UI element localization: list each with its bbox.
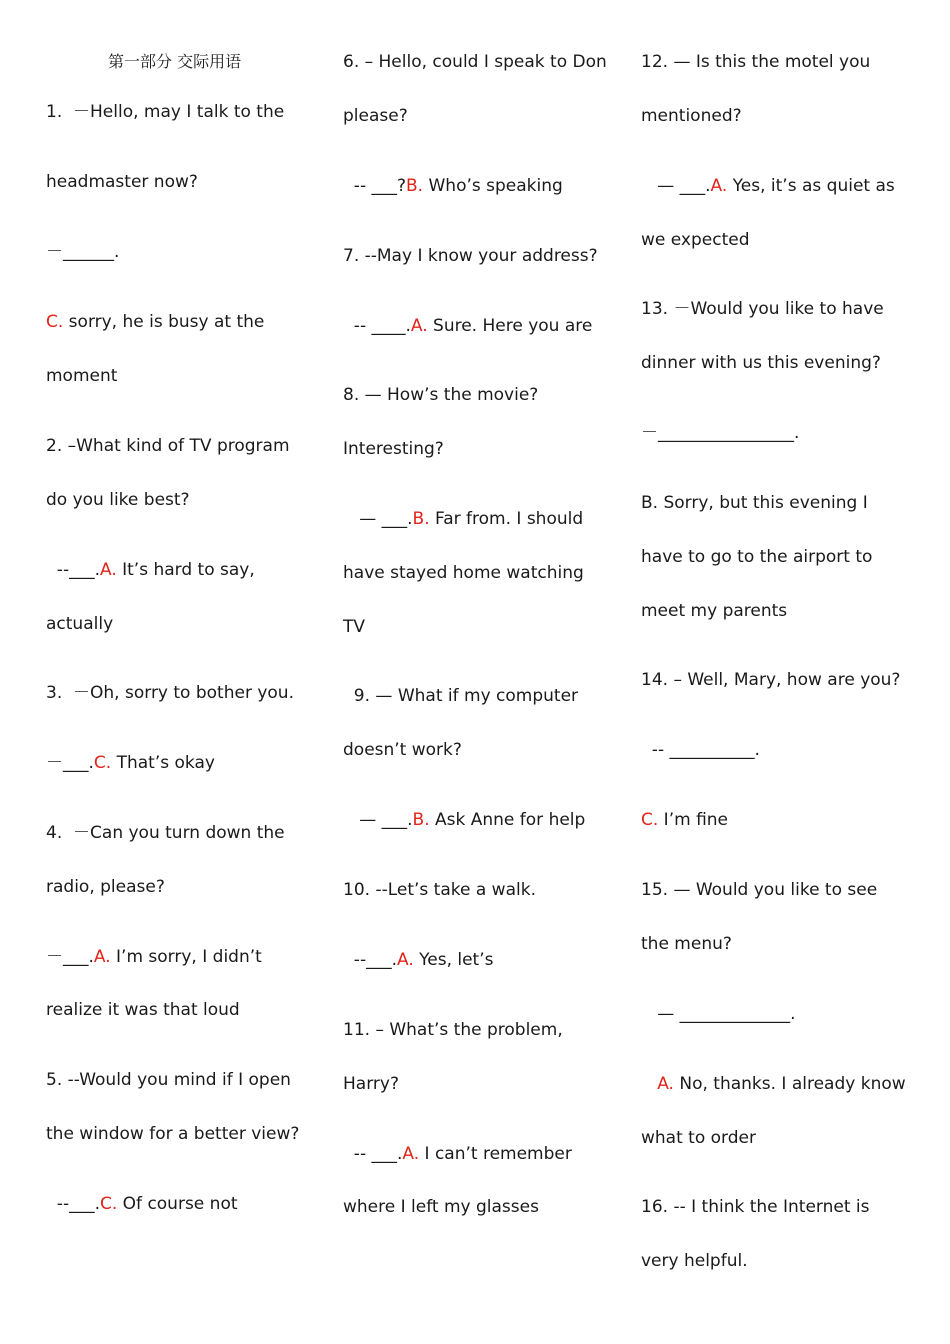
question-line <box>641 810 728 830</box>
question-line <box>343 509 583 529</box>
line-text: actually <box>46 614 114 634</box>
answer-blank: — ___. <box>641 176 711 196</box>
question-line <box>343 563 584 583</box>
line-text: 10. --Let’s take a walk. <box>343 880 536 900</box>
line-text: －______. <box>46 242 120 262</box>
line-text: No, thanks. I already know <box>673 1074 906 1094</box>
line-text: Interesting? <box>343 439 444 459</box>
line-text: dinner with us this evening? <box>641 353 881 373</box>
line-text: we expected <box>641 230 750 250</box>
question-line <box>641 670 900 690</box>
answer-choice-label: A. <box>410 316 428 336</box>
answer-blank: --___. <box>46 1194 100 1214</box>
line-text: 4. －Can you turn down the <box>46 823 285 843</box>
answer-choice-label: C. <box>99 1194 118 1214</box>
answer-choice-label: A. <box>710 176 728 196</box>
question-line <box>641 1251 748 1271</box>
question-line <box>343 439 444 459</box>
line-text: Who’s speaking <box>423 176 563 196</box>
question-line <box>641 353 881 373</box>
question-line <box>641 880 877 900</box>
question-line <box>343 1144 572 1164</box>
line-text: meet my parents <box>641 601 788 621</box>
question-line <box>343 810 585 830</box>
answer-choice-label: C. <box>641 810 659 830</box>
line-text: I can’t remember <box>419 1144 572 1164</box>
question-line <box>343 617 365 637</box>
question-line <box>343 246 598 266</box>
question-line <box>46 614 113 634</box>
line-text: It’s hard to say, <box>116 560 255 580</box>
question-line <box>641 740 760 760</box>
line-text: the window for a better view? <box>46 1124 300 1144</box>
answer-choice-label: B. <box>412 509 430 529</box>
answer-choice-label: A. <box>657 1074 674 1094</box>
line-text: Ask Anne for help <box>429 810 586 830</box>
line-text: realize it was that loud <box>46 1000 240 1020</box>
answer-blank <box>641 1074 657 1094</box>
answer-blank: -- ____. <box>343 316 411 336</box>
line-text: please? <box>343 106 408 126</box>
line-text: Sure. Here you are <box>427 316 593 336</box>
question-line <box>343 950 493 970</box>
line-text: 12. — Is this the motel you <box>641 52 871 72</box>
line-text: 7. --May I know your address? <box>343 246 598 266</box>
line-text: mentioned? <box>641 106 742 126</box>
line-text: That’s okay <box>111 753 215 773</box>
question-line <box>641 1197 870 1217</box>
question-line <box>641 493 868 513</box>
question-line <box>343 106 408 126</box>
question-line <box>641 934 732 954</box>
question-line <box>641 1128 756 1148</box>
line-text: I’m fine <box>658 810 729 830</box>
line-text: radio, please? <box>46 877 165 897</box>
question-line <box>46 753 215 773</box>
question-line <box>46 242 119 262</box>
line-text: 5. --Would you mind if I open <box>46 1070 291 1090</box>
question-line <box>46 1124 299 1144</box>
question-line <box>343 740 462 760</box>
answer-choice-label: A. <box>396 950 414 970</box>
question-line <box>641 1004 796 1024</box>
question-line <box>343 1074 399 1094</box>
section-title: 第一部分 交际用语 <box>108 52 242 71</box>
line-text: TV <box>343 617 366 637</box>
line-text: have to go to the airport to <box>641 547 873 567</box>
question-line <box>343 385 538 405</box>
answer-blank: -- ___? <box>343 176 407 196</box>
line-text: B. Sorry, but this evening I <box>641 493 868 513</box>
question-line <box>46 1070 291 1090</box>
question-line <box>641 601 787 621</box>
line-text: 11. – What’s the problem, <box>343 1020 563 1040</box>
question-line <box>46 366 117 386</box>
question-line <box>343 1020 563 1040</box>
answer-choice-label: B. <box>406 176 424 196</box>
question-line <box>46 172 198 192</box>
question-line <box>641 106 742 126</box>
question-line <box>46 823 285 843</box>
line-text: Yes, let’s <box>413 950 494 970</box>
line-text: doesn’t work? <box>343 740 462 760</box>
line-text: 16. -- I think the Internet is <box>641 1197 870 1217</box>
question-line <box>343 880 536 900</box>
answer-blank: -- ___. <box>343 1144 403 1164</box>
question-line <box>641 1074 906 1094</box>
question-line <box>46 1000 240 1020</box>
line-text: Harry? <box>343 1074 399 1094</box>
line-text: 15. — Would you like to see <box>641 880 878 900</box>
question-line <box>343 52 607 72</box>
question-line <box>46 490 190 510</box>
line-text: Of course not <box>117 1194 238 1214</box>
question-line <box>46 560 255 580</box>
question-line <box>641 176 895 196</box>
answer-choice-label: C. <box>46 312 64 332</box>
question-line <box>641 299 884 319</box>
question-line <box>46 683 294 703</box>
line-text: very helpful. <box>641 1251 748 1271</box>
line-text: 6. – Hello, could I speak to Don <box>343 52 607 72</box>
answer-blank: －___. <box>46 947 94 967</box>
line-text: sorry, he is busy at the <box>63 312 265 332</box>
question-line <box>641 547 872 567</box>
line-text: where I left my glasses <box>343 1197 539 1217</box>
question-line <box>641 423 799 443</box>
question-line <box>46 877 165 897</box>
line-text: Far from. I should <box>429 509 584 529</box>
line-text: 2. –What kind of TV program <box>46 436 290 456</box>
question-line <box>46 102 284 122</box>
line-text: 14. – Well, Mary, how are you? <box>641 670 901 690</box>
question-line <box>343 1197 539 1217</box>
answer-choice-label: A. <box>99 560 117 580</box>
question-line <box>46 1194 238 1214</box>
line-text: the menu? <box>641 934 732 954</box>
question-line <box>343 316 592 336</box>
line-text: I’m sorry, I didn’t <box>110 947 262 967</box>
question-line <box>46 312 264 332</box>
line-text: what to order <box>641 1128 756 1148</box>
line-text: -- __________. <box>641 740 760 760</box>
answer-choice-label: A. <box>402 1144 420 1164</box>
answer-blank: — ___. <box>343 810 413 830</box>
line-text: 1. －Hello, may I talk to the <box>46 102 285 122</box>
line-text: 13. －Would you like to have <box>641 299 884 319</box>
question-line <box>641 230 750 250</box>
line-text: Yes, it’s as quiet as <box>727 176 895 196</box>
question-line <box>46 436 290 456</box>
line-text: headmaster now? <box>46 172 198 192</box>
line-text: moment <box>46 366 118 386</box>
question-line <box>46 947 262 967</box>
line-text: have stayed home watching <box>343 563 584 583</box>
line-text: 3. －Oh, sorry to bother you. <box>46 683 294 703</box>
question-line <box>343 686 578 706</box>
line-text: 9. — What if my computer <box>343 686 579 706</box>
line-text: －________________. <box>641 423 800 443</box>
answer-choice-label: B. <box>412 810 430 830</box>
answer-choice-label: C. <box>93 753 112 773</box>
answer-blank: — ___. <box>343 509 413 529</box>
answer-blank: --___. <box>343 950 397 970</box>
answer-blank: --___. <box>46 560 100 580</box>
line-text: do you like best? <box>46 490 190 510</box>
line-text: 8. — How’s the movie? <box>343 385 539 405</box>
line-text: — _____________. <box>641 1004 796 1024</box>
answer-blank: －___. <box>46 753 94 773</box>
question-line <box>641 52 870 72</box>
question-line <box>343 176 563 196</box>
answer-choice-label: A. <box>93 947 111 967</box>
